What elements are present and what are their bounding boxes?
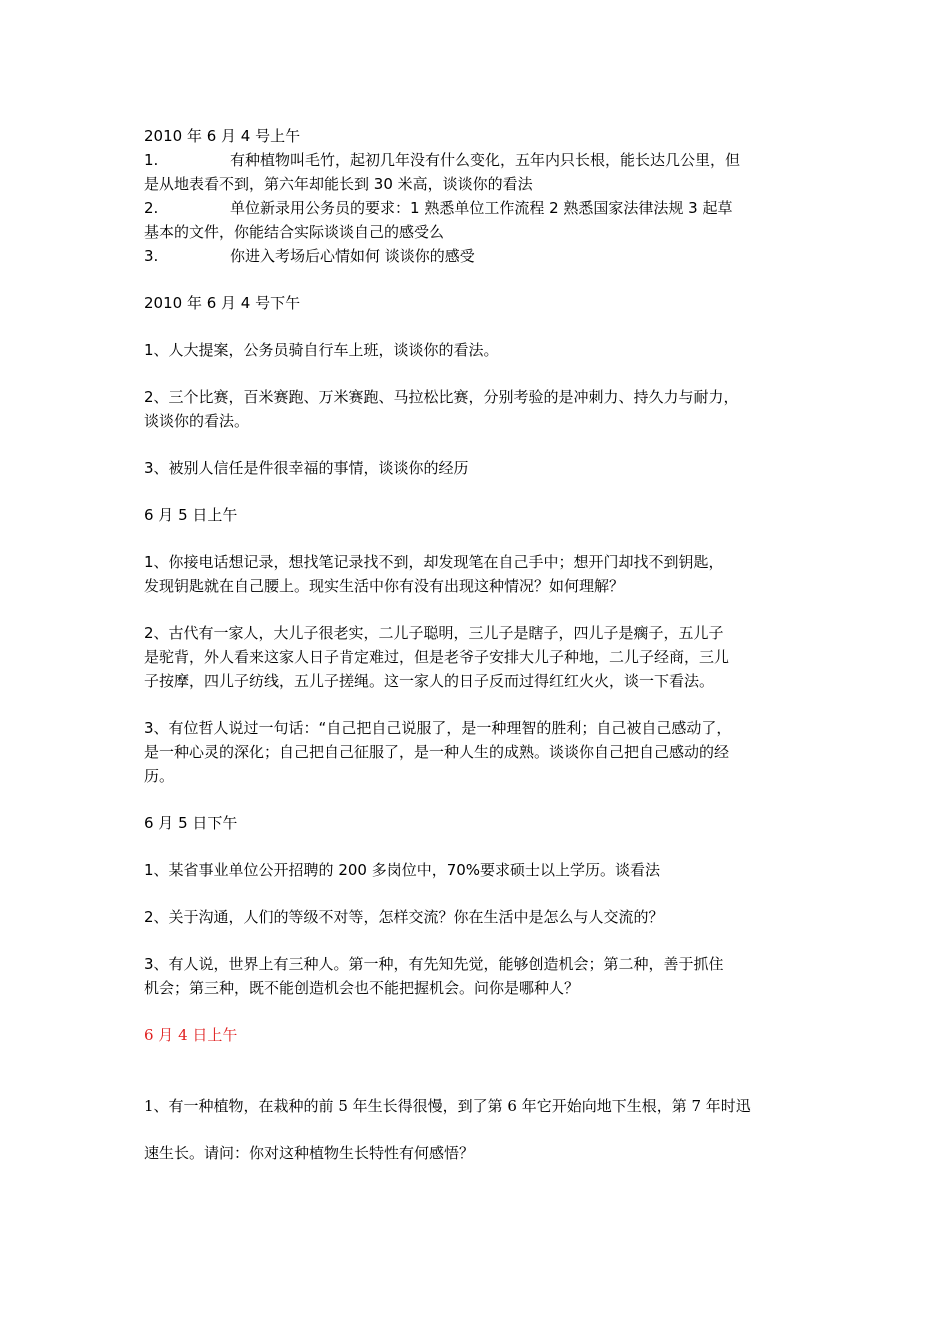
question-paragraph: 1、你接电话想记录，想找笔记录找不到，却发现笔在自己手中；想开门却找不到钥匙， bbox=[144, 553, 724, 571]
document-body bbox=[144, 124, 809, 1177]
item-text-continued: 是从地表看不到，第六年却能长到 30 米高，谈谈你的看法 bbox=[144, 175, 533, 193]
section-heading: 6 月 5 日上午 bbox=[144, 506, 238, 524]
question-paragraph-continued: 机会；第三种，既不能创造机会也不能把握机会。问你是哪种人？ bbox=[144, 979, 580, 997]
item-number: 2. bbox=[144, 199, 159, 217]
item-text: 单位新录用公务员的要求：1 熟悉单位工作流程 2 熟悉国家法律法规 3 起草 bbox=[230, 199, 733, 217]
question-paragraph: 3、有人说，世界上有三种人。第一种，有先知先觉，能够创造机会；第二种，善于抓住 bbox=[144, 955, 724, 973]
section-heading: 2010 年 6 月 4 号上午 bbox=[144, 127, 301, 145]
question-paragraph-continued: 发现钥匙就在自己腰上。现实生活中你有没有出现这种情况？如何理解？ bbox=[144, 577, 625, 595]
item-text-continued: 基本的文件，你能结合实际谈谈自己的感受么 bbox=[144, 223, 445, 241]
question-paragraph-continued: 是驼背，外人看来这家人日子肯定难过，但是老爷子安排大儿子种地，二儿子经商，三儿 bbox=[144, 648, 730, 666]
question-paragraph-continued: 是一种心灵的深化；自己把自己征服了，是一种人生的成熟。谈谈你自己把自己感动的经 bbox=[144, 743, 730, 761]
question-paragraph: 3、被别人信任是件很幸福的事情，谈谈你的经历 bbox=[144, 459, 469, 477]
section-heading: 6 月 5 日下午 bbox=[144, 814, 238, 832]
question-paragraph-continued: 历。 bbox=[144, 767, 175, 785]
question-paragraph: 2、关于沟通，人们的等级不对等，怎样交流？你在生活中是怎么与人交流的？ bbox=[144, 908, 664, 926]
question-paragraph: 2、三个比赛，百米赛跑、万米赛跑、马拉松比赛，分别考验的是冲刺力、持久力与耐力， bbox=[144, 388, 739, 406]
question-paragraph: 3、有位哲人说过一句话：“自己把自己说服了，是一种理智的胜利；自己被自己感动了， bbox=[144, 719, 732, 737]
question-paragraph-continued: 子按摩，四儿子纺线，五儿子搓绳。这一家人的日子反而过得红红火火，谈一下看法。 bbox=[144, 672, 715, 690]
item-text: 有种植物叫毛竹，起初几年没有什么变化，五年内只长根，能长达几公里，但 bbox=[230, 151, 741, 169]
question-paragraph: 2、古代有一家人，大儿子很老实，二儿子聪明，三儿子是瞎子，四儿子是瘸子，五儿子 bbox=[144, 624, 724, 642]
question-paragraph: 1、有一种植物，在栽种的前 5 年生长得很慢，到了第 6 年它开始向地下生根，第 7 年时迅 bbox=[144, 1097, 751, 1115]
question-paragraph: 1、人大提案，公务员骑自行车上班，谈谈你的看法。 bbox=[144, 341, 499, 359]
item-text: 你进入考场后心情如何 谈谈你的感受 bbox=[230, 247, 475, 265]
question-paragraph: 1、某省事业单位公开招聘的 200 多岗位中，70%要求硕士以上学历。谈看法 bbox=[144, 861, 661, 879]
section-heading: 2010 年 6 月 4 号下午 bbox=[144, 294, 301, 312]
section-heading-red: 6 月 4 日上午 bbox=[144, 1026, 238, 1044]
numbered-item bbox=[144, 148, 809, 172]
question-paragraph-continued: 谈谈你的看法。 bbox=[144, 412, 250, 430]
numbered-item bbox=[144, 244, 809, 268]
question-paragraph-continued: 速生长。请问：你对这种植物生长特性有何感悟？ bbox=[144, 1144, 475, 1162]
numbered-item bbox=[144, 196, 809, 220]
item-number: 1. bbox=[144, 151, 159, 169]
item-number: 3. bbox=[144, 247, 159, 265]
